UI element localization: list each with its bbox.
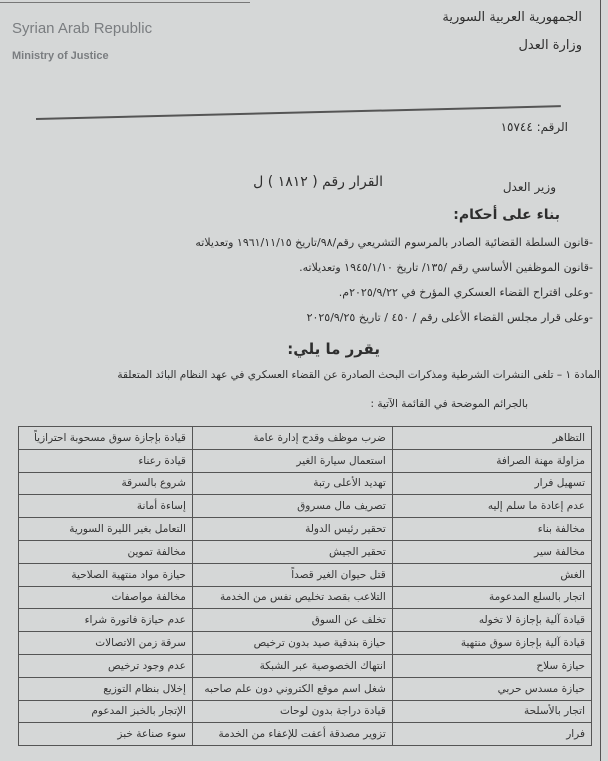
table-cell: الغش xyxy=(392,563,591,586)
decision-title: القرار رقم ( ١٨١٢ ) ل xyxy=(253,174,383,190)
table-cell: شروع بالسرقة xyxy=(19,472,193,495)
table-cell: عدم حيازة فاتورة شراء xyxy=(19,609,193,632)
table-cell: تهديد الأعلى رتبة xyxy=(192,472,392,495)
table-row xyxy=(19,632,592,655)
table-row xyxy=(19,677,592,700)
table-cell: تسهيل فرار xyxy=(392,472,591,495)
table-cell: التلاعب بقصد تخليص نفس من الخدمة xyxy=(192,586,392,609)
table-cell: فرار xyxy=(392,723,591,746)
table-cell: مخالفة تموين xyxy=(19,540,193,563)
table-row xyxy=(19,609,592,632)
table-cell: ضرب موظف وقدح إدارة عامة xyxy=(192,427,392,450)
preamble-item: -قانون الموظفين الأساسي رقم /١٣٥/ تاريخ ١٩٤٥/١/١٠ وتعديلاته. xyxy=(299,261,593,274)
table-cell: التظاهر xyxy=(392,427,591,450)
table-cell: اتجار بالسلع المدعومة xyxy=(392,586,591,609)
table-cell: عدم إعادة ما سلم إليه xyxy=(392,495,591,518)
table-row xyxy=(19,427,592,450)
table-cell: عدم وجود ترخيص xyxy=(19,654,193,677)
table-cell: سوء صناعة خبز xyxy=(19,723,193,746)
header-en-ministry: Ministry of Justice xyxy=(12,50,109,62)
table-row xyxy=(19,654,592,677)
table-cell: إساءة أمانة xyxy=(19,495,193,518)
table-cell: حيازة سلاح xyxy=(392,654,591,677)
table-cell: قيادة آلية بإجازة لا تخوله xyxy=(392,609,591,632)
preamble-item: -وعلى قرار مجلس القضاء الأعلى رقم / ٤٥٠ / تاريخ ٢٠٢٥/٩/٢٥ xyxy=(306,311,593,324)
table-cell: تخلف عن السوق xyxy=(192,609,392,632)
table-row xyxy=(19,586,592,609)
table-cell: تحقير الجيش xyxy=(192,540,392,563)
article-1-line2: بالجرائم الموضحة في القائمة الآتية : xyxy=(370,398,528,410)
table-cell: انتهاك الخصوصية عبر الشبكة xyxy=(192,654,392,677)
table-cell: مخالفة بناء xyxy=(392,518,591,541)
decides-heading: يقرر ما يلي: xyxy=(287,340,380,358)
table-cell: تصريف مال مسروق xyxy=(192,495,392,518)
table-row xyxy=(19,472,592,495)
table-cell: الإتجار بالخبز المدعوم xyxy=(19,700,193,723)
table-row xyxy=(19,449,592,472)
table-cell: مخالفة مواصفات xyxy=(19,586,193,609)
header-en-country: Syrian Arab Republic xyxy=(12,20,153,37)
table-cell: التعامل بغير الليرة السورية xyxy=(19,518,193,541)
table-row xyxy=(19,495,592,518)
table-cell: حيازة مسدس حربي xyxy=(392,677,591,700)
header-ar-country: الجمهورية العربية السورية xyxy=(442,10,582,25)
table-cell: تحقير رئيس الدولة xyxy=(192,518,392,541)
preamble-item: -وعلى اقتراح القضاء العسكري المؤرخ في ٢٠٢٥/٩/٢٢م. xyxy=(338,286,593,299)
table-cell: قيادة دراجة بدون لوحات xyxy=(192,700,392,723)
table-cell: شغل اسم موقع الكتروني دون علم صاحبه xyxy=(192,677,392,700)
table-cell: مزاولة مهنة الصرافة xyxy=(392,449,591,472)
table-cell: قيادة آلية بإجازة سوق منتهية xyxy=(392,632,591,655)
table-cell: إخلال بنظام التوزيع xyxy=(19,677,193,700)
table-row xyxy=(19,518,592,541)
minister-label: وزير العدل xyxy=(502,180,556,194)
table-cell: قيادة رعناء xyxy=(19,449,193,472)
crimes-table xyxy=(18,426,592,746)
article-1-line1: المادة ١ – تلغى النشرات الشرطية ومذكرات البحث الصادرة عن القضاء العسكري في عهد النظام البائد المتعلقة xyxy=(117,369,600,381)
table-cell: حيازة مواد منتهية الصلاحية xyxy=(19,563,193,586)
header-ar-ministry: وزارة العدل xyxy=(518,38,582,53)
preamble-heading: بناء على أحكام: xyxy=(453,207,560,223)
table-cell: مخالفة سير xyxy=(392,540,591,563)
table-cell: قيادة بإجازة سوق مسحوبة احترازياً xyxy=(19,427,193,450)
table-row xyxy=(19,700,592,723)
table-cell: قتل حيوان الغير قصداً xyxy=(192,563,392,586)
reference-number: الرقم: ١٥٧٤٤ xyxy=(500,120,568,134)
header-divider xyxy=(36,105,561,119)
table-cell: تزوير مصدقة أعفت للإعفاء من الخدمة xyxy=(192,723,392,746)
table-cell: حيازة بندقية صيد بدون ترخيص xyxy=(192,632,392,655)
page-edge-line xyxy=(600,0,601,761)
table-row xyxy=(19,723,592,746)
table-cell: اتجار بالأسلحة xyxy=(392,700,591,723)
table-cell: استعمال سيارة الغير xyxy=(192,449,392,472)
table-row xyxy=(19,563,592,586)
top-border-line xyxy=(0,2,250,3)
table-cell: سرقة زمن الاتصالات xyxy=(19,632,193,655)
preamble-item: -قانون السلطة القضائية الصادر بالمرسوم التشريعي رقم/٩٨/تاريخ ١٩٦١/١١/١٥ وتعديلاته xyxy=(195,236,593,249)
table-row xyxy=(19,540,592,563)
